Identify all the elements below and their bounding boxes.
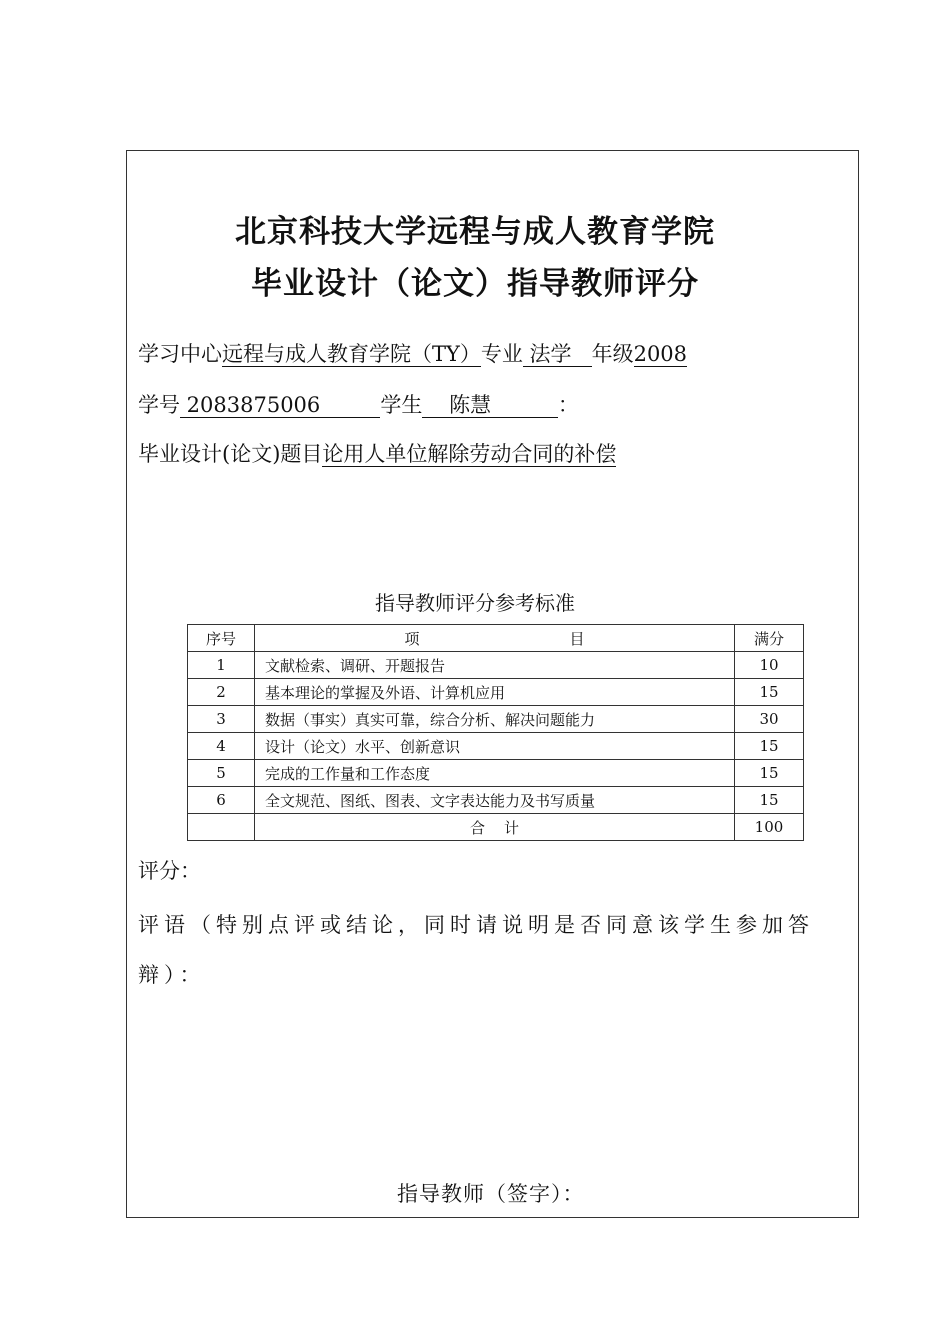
id-value: 2083875006 — [180, 393, 381, 417]
row-seq: 4 — [188, 733, 255, 760]
grade-value: 2008 — [633, 342, 688, 366]
info-line-student — [138, 389, 579, 419]
signature-label: 指导教师（签字）： — [397, 1182, 585, 1206]
row-seq: 6 — [188, 787, 255, 814]
header-item — [255, 625, 735, 652]
id-label: 学号 — [138, 393, 180, 417]
table-row — [188, 760, 804, 787]
topic-label: 毕业设计(论文)题目 — [138, 442, 323, 466]
row-full: 30 — [735, 706, 804, 733]
row-item: 文献检索、调研、开题报告 — [255, 652, 735, 679]
info-line-center — [138, 338, 687, 368]
row-item: 数据（事实）真实可靠，综合分析、解决问题能力 — [255, 706, 735, 733]
center-label: 学习中心 — [138, 342, 222, 366]
row-full: 10 — [735, 652, 804, 679]
criteria-table — [187, 624, 804, 841]
page-title: 北京科技大学远程与成人教育学院 — [235, 214, 715, 250]
header-item-a: 项 — [404, 629, 420, 648]
info-line-topic — [138, 438, 616, 468]
total-label: 合 计 — [255, 814, 735, 841]
row-item: 完成的工作量和工作态度 — [255, 760, 735, 787]
table-total-row — [188, 814, 804, 841]
row-full: 15 — [735, 760, 804, 787]
page-subtitle: 毕业设计（论文）指导教师评分 — [251, 266, 699, 302]
grade-label: 年级 — [591, 342, 634, 366]
table-row — [188, 679, 804, 706]
row-item: 设计（论文）水平、创新意识 — [255, 733, 735, 760]
table-row — [188, 652, 804, 679]
major-label: 专业 — [480, 342, 523, 366]
center-value: 远程与成人教育学院（TY） — [222, 342, 481, 366]
row-full: 15 — [735, 733, 804, 760]
table-row — [188, 787, 804, 814]
row-item: 基本理论的掌握及外语、计算机应用 — [255, 679, 735, 706]
student-value: 陈慧 — [422, 393, 558, 417]
header-full: 满分 — [735, 625, 804, 652]
row-seq: 1 — [188, 652, 255, 679]
table-row — [188, 733, 804, 760]
comment-label: 评语（特别点评或结论，同时请说明是否同意该学生参加答辩）： — [138, 913, 814, 987]
table-header-row — [188, 625, 804, 652]
header-seq: 序号 — [188, 625, 255, 652]
major-value: 法学 — [522, 342, 592, 366]
table-row — [188, 706, 804, 733]
row-item: 全文规范、图纸、图表、文字表达能力及书写质量 — [255, 787, 735, 814]
student-label: 学生 — [380, 393, 423, 417]
student-suffix: ： — [557, 393, 579, 417]
criteria-caption: 指导教师评分参考标准 — [375, 591, 575, 615]
header-item-b: 目 — [569, 629, 585, 648]
row-seq: 2 — [188, 679, 255, 706]
row-full: 15 — [735, 787, 804, 814]
score-label: 评分： — [138, 859, 201, 883]
row-seq: 5 — [188, 760, 255, 787]
row-seq: 3 — [188, 706, 255, 733]
topic-value: 论用人单位解除劳动合同的补偿 — [322, 442, 617, 466]
row-full: 15 — [735, 679, 804, 706]
total-empty-cell — [188, 814, 255, 841]
total-value: 100 — [735, 814, 804, 841]
